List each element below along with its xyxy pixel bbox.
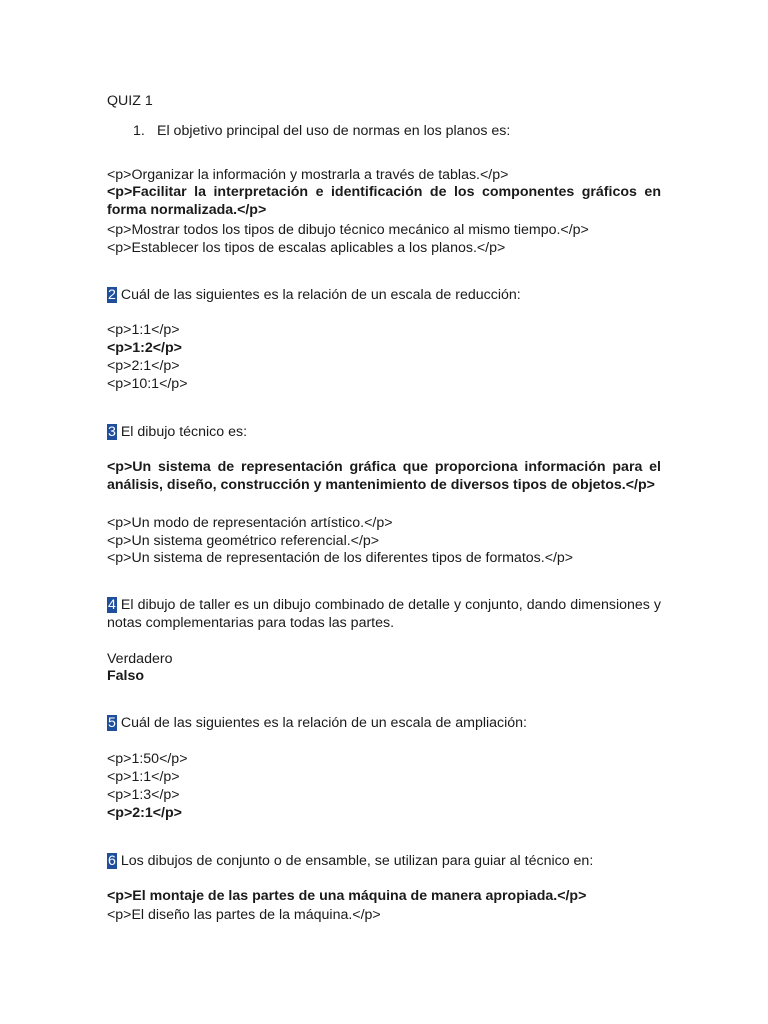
option-3a-correct: <p>Un sistema de representación gráfica que proporciona información para el análisis, diseño, construcción y mantenimiento de diversos tipos de objetos.</p>: [107, 459, 661, 493]
question-text: Cuál de las siguientes es la relación de un escala de reducción:: [116, 287, 521, 303]
question-number-badge: 6: [108, 853, 116, 869]
option-5a: <p>1:50</p>: [107, 751, 188, 767]
question-text: El objetivo principal del uso de normas en los planos es:: [157, 123, 511, 139]
question-text: El dibujo de taller es un dibujo combinado de detalle y conjunto, dando dimensiones y notas complementarias para todas las partes.: [107, 597, 661, 631]
question-number-badge: 3: [108, 424, 116, 440]
option-1c: <p>Mostrar todos los tipos de dibujo técnico mecánico al mismo tiempo.</p>: [107, 222, 589, 238]
quiz-title: QUIZ 1: [107, 93, 153, 109]
question-number-badge: 2: [108, 287, 116, 303]
option-3d: <p>Un sistema de representación de los diferentes tipos de formatos.</p>: [107, 550, 574, 566]
question-2: [107, 286, 521, 304]
question-number-badge: 4: [108, 597, 116, 613]
option-6a-correct: <p>El montaje de las partes de una máquina de manera apropiada.</p>: [107, 888, 587, 904]
option-5d-correct: <p>2:1</p>: [107, 805, 182, 821]
option-3b: <p>Un modo de representación artístico.</p>: [107, 515, 393, 531]
option-5c: <p>1:3</p>: [107, 787, 180, 803]
question-1: [133, 122, 510, 140]
option-2d: <p>10:1</p>: [107, 376, 188, 392]
option-3c: <p>Un sistema geométrico referencial.</p>: [107, 533, 380, 549]
question-number: 1.: [133, 123, 145, 139]
question-number-badge: 5: [108, 715, 116, 731]
question-4: [107, 596, 661, 632]
option-2c: <p>2:1</p>: [107, 358, 180, 374]
question-5: [107, 714, 527, 732]
option-4a: Verdadero: [107, 651, 173, 667]
option-2a: <p>1:1</p>: [107, 322, 180, 338]
question-6: [107, 852, 593, 870]
option-1b-correct: <p>Facilitar la interpretación e identificación de los componentes gráficos en forma normalizada.</p>: [107, 184, 661, 218]
option-1d: <p>Establecer los tipos de escalas aplicables a los planos.</p>: [107, 240, 506, 256]
option-4b-correct: Falso: [107, 668, 145, 684]
question-text: El dibujo técnico es:: [116, 424, 248, 440]
question-3: [107, 423, 247, 441]
question-text: Los dibujos de conjunto o de ensamble, se utilizan para guiar al técnico en:: [116, 853, 594, 869]
option-1a: <p>Organizar la información y mostrarla a través de tablas.</p>: [107, 167, 509, 183]
question-text: Cuál de las siguientes es la relación de un escala de ampliación:: [116, 715, 527, 731]
option-6b: <p>El diseño las partes de la máquina.</p>: [107, 907, 381, 923]
option-2b-correct: <p>1:2</p>: [107, 340, 182, 356]
option-5b: <p>1:1</p>: [107, 769, 180, 785]
